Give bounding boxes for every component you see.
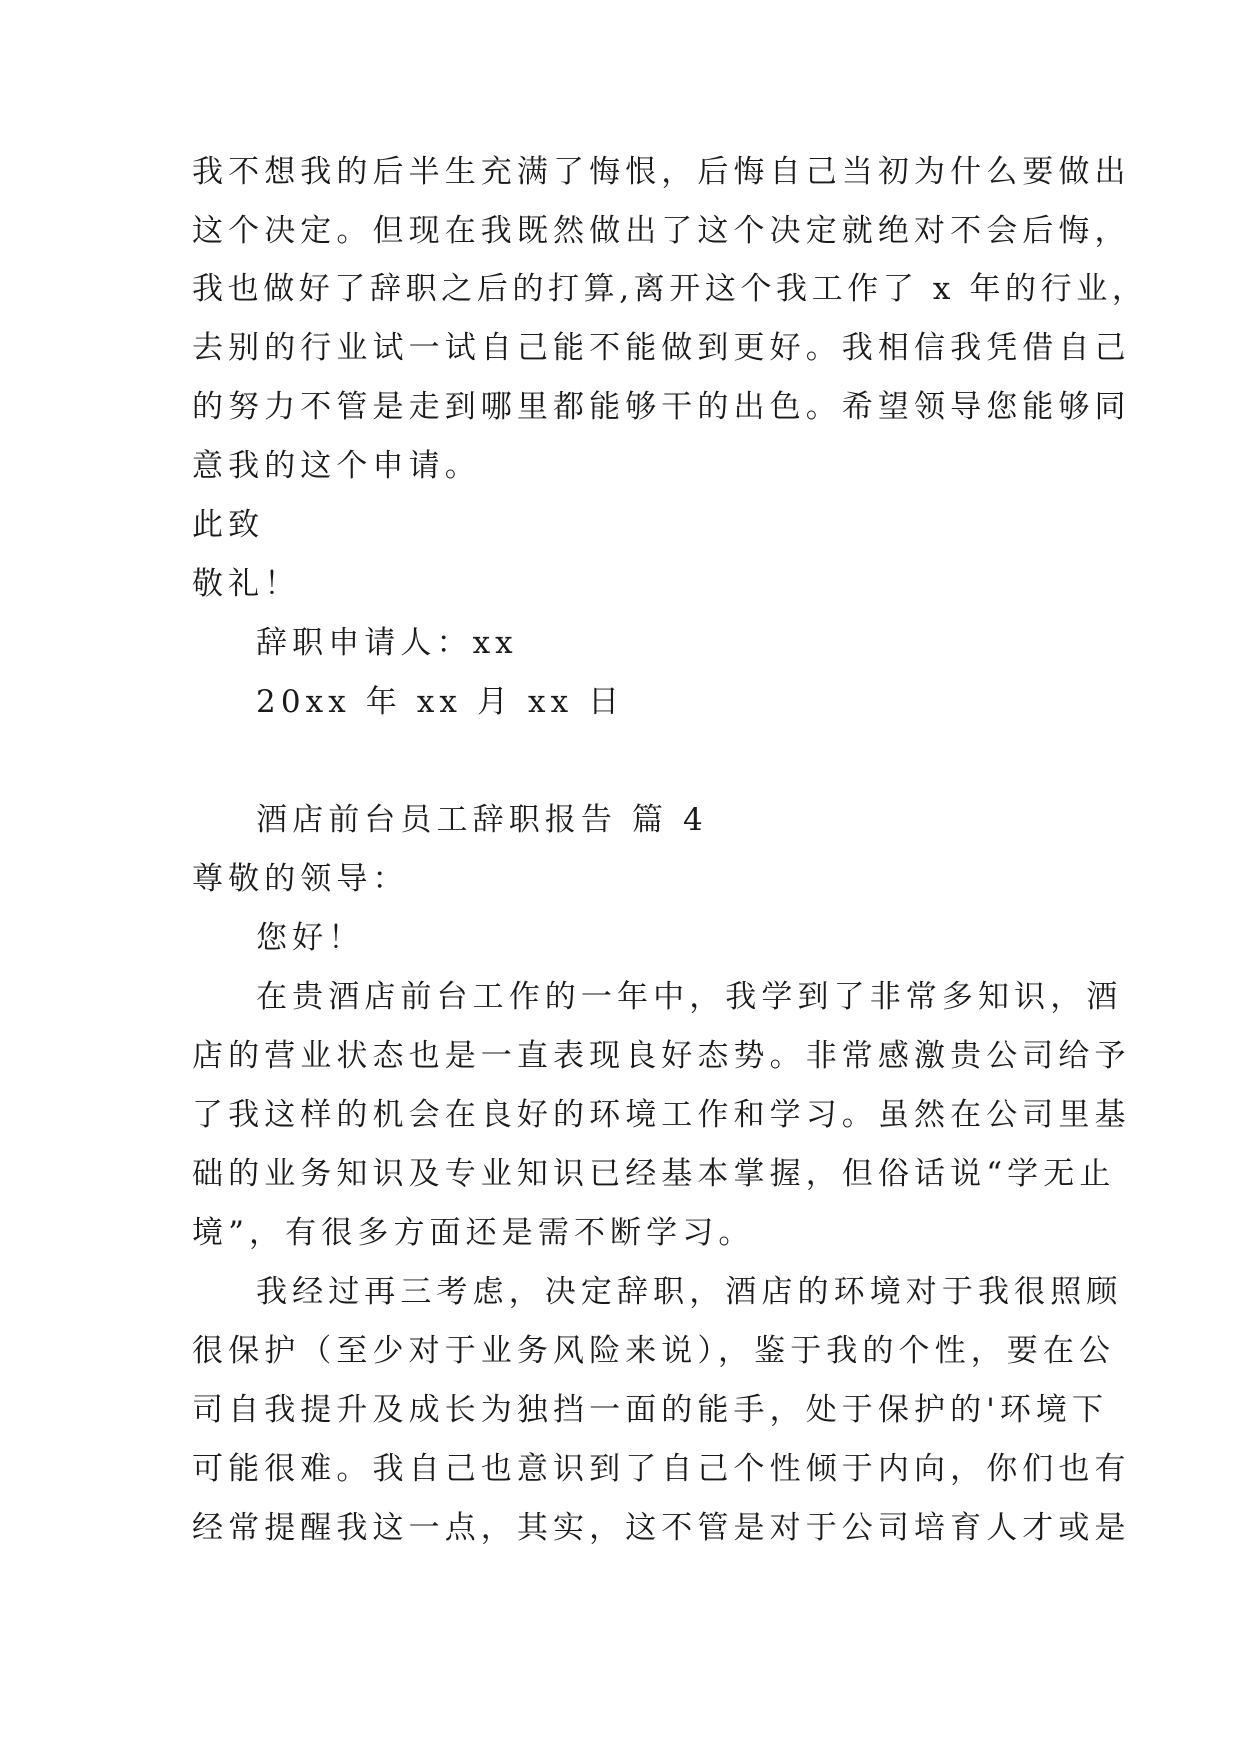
section-title: 酒店前台员工辞职报告 篇 4 [256, 802, 708, 838]
paragraph-line: 了我这样的机会在良好的环境工作和学习。虽然在公司里基 [192, 1097, 1131, 1133]
paragraph-line: 我经过再三考虑，决定辞职，酒店的环境对于我很照顾 [256, 1274, 1123, 1310]
paragraph-line: 可能很难。我自己也意识到了自己个性倾于内向，你们也有 [192, 1451, 1131, 1487]
paragraph-line: 的努力不管是走到哪里都能够干的出色。希望领导您能够同 [192, 389, 1131, 425]
paragraph-line: 意我的这个申请。 [192, 448, 481, 484]
paragraph-line: 很保护（至少对于业务风险来说），鉴于我的个性，要在公 [192, 1333, 1116, 1369]
greeting: 您好！ [256, 920, 365, 956]
closing-line: 敬礼！ [192, 566, 301, 602]
paragraph-line: 司自我提升及成长为独挡一面的能手，处于保护的'环境下 [192, 1392, 1109, 1428]
paragraph-line: 我也做好了辞职之后的打算,离开这个我工作了 x 年的行业， [192, 271, 1148, 307]
paragraph-line: 在贵酒店前台工作的一年中，我学到了非常多知识，酒 [256, 979, 1123, 1015]
closing-line: 此致 [192, 507, 265, 543]
signature: 辞职申请人：xx [256, 625, 518, 661]
paragraph-line: 店的营业状态也是一直表现良好态势。非常感激贵公司给予 [192, 1038, 1131, 1074]
paragraph-line: 经常提醒我这一点，其实，这不管是对于公司培育人才或是 [192, 1510, 1131, 1546]
paragraph-line: 境”，有很多方面还是需不断学习。 [192, 1215, 755, 1251]
paragraph-line: 去别的行业试一试自己能不能做到更好。我相信我凭借自己 [192, 330, 1131, 366]
paragraph-line: 我不想我的后半生充满了悔恨，后悔自己当初为什么要做出 [192, 154, 1131, 190]
paragraph-line: 这个决定。但现在我既然做出了这个决定就绝对不会后悔， [192, 213, 1131, 249]
date: 20xx 年 xx 月 xx 日 [256, 684, 625, 720]
paragraph-line: 础的业务知识及专业知识已经基本掌握，但俗话说“学无止 [192, 1156, 1116, 1192]
salutation: 尊敬的领导： [192, 861, 409, 897]
